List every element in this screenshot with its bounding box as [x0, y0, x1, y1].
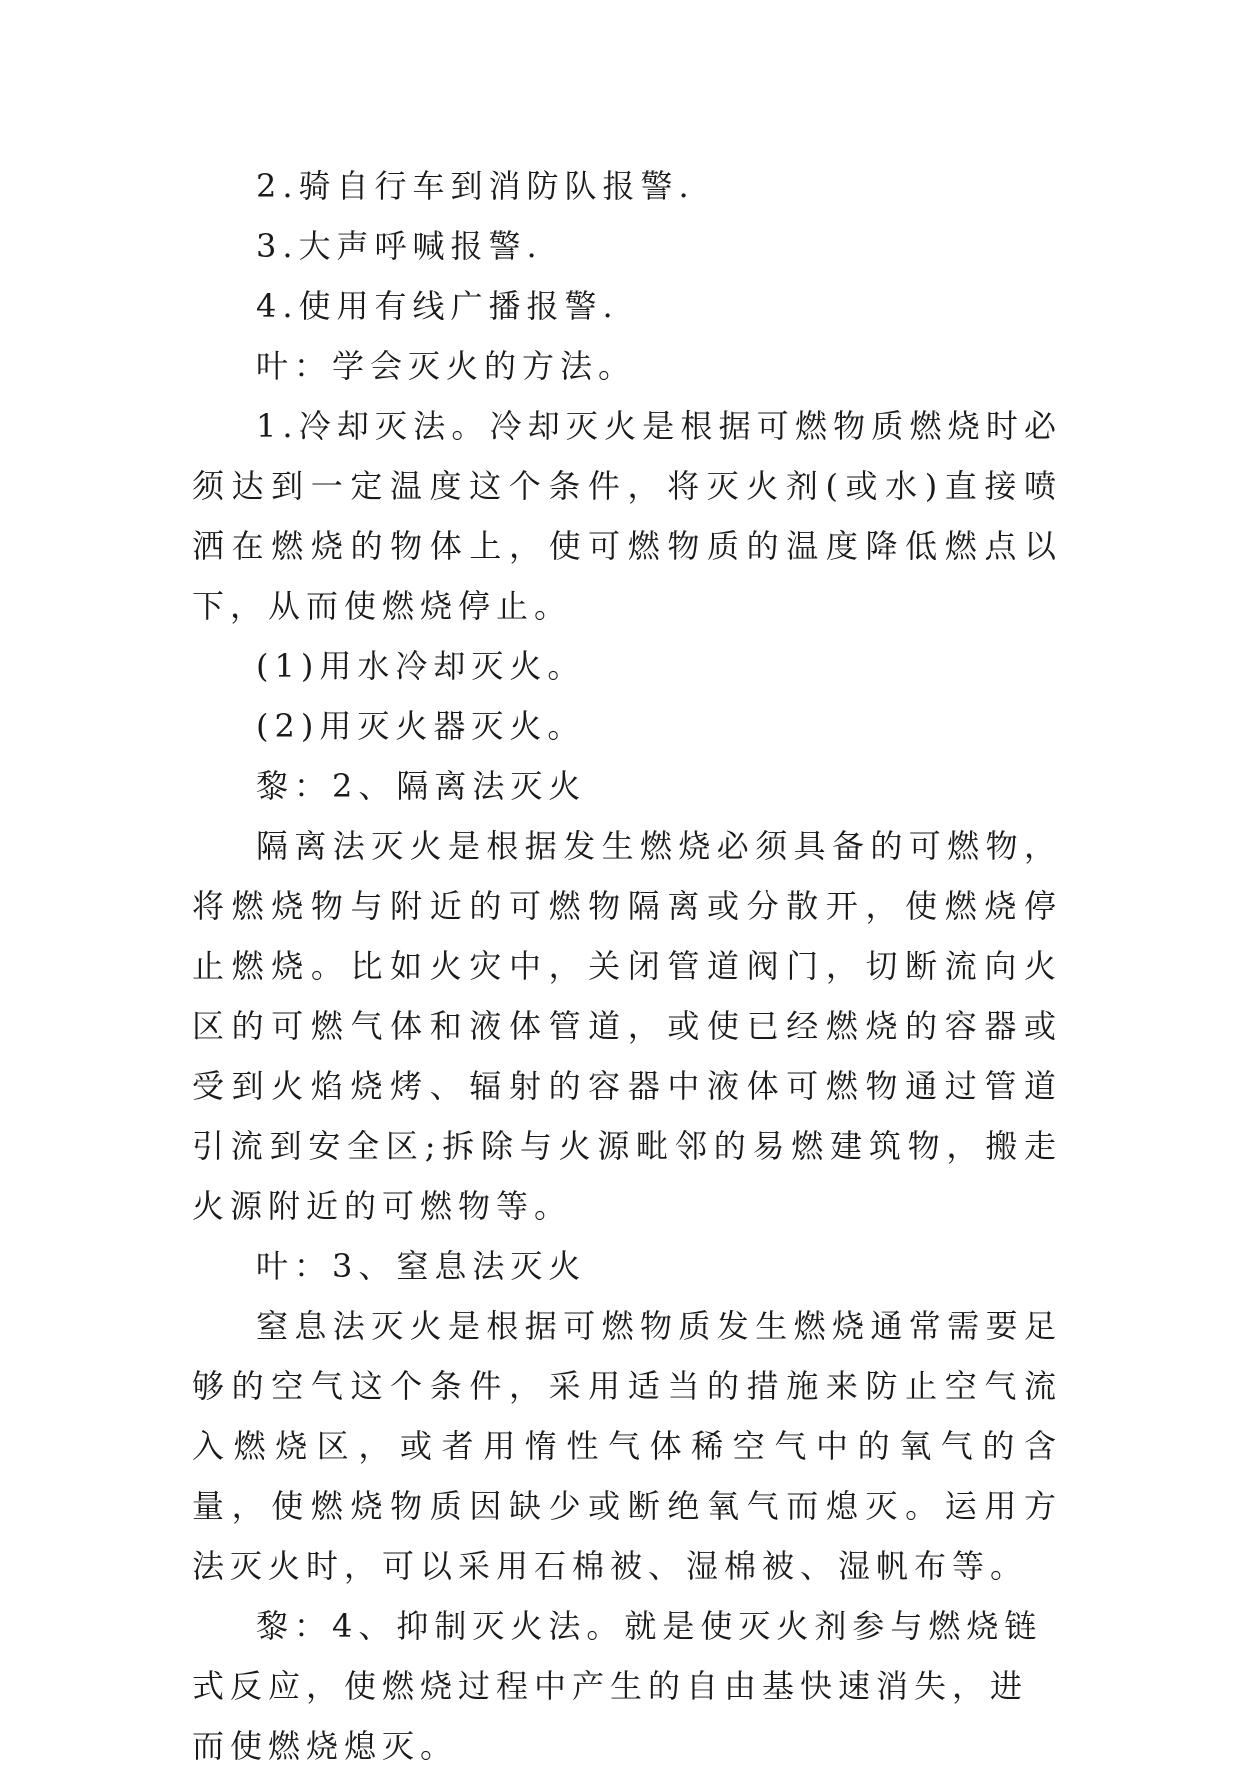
section-heading-methods: 叶：学会灭火的方法。 — [256, 347, 637, 385]
list-item-extinguisher: (2)用灭火器灭火。 — [256, 707, 586, 745]
list-item-bicycle-report: 2.骑自行车到消防队报警. — [256, 167, 695, 205]
paragraph-cooling-method: 1.冷却灭法。冷却灭火是根据可燃物质燃烧时必须达到一定温度这个条件，将灭火剂(或水)直接喷洒在燃烧的物体上，使可燃物质的温度降低燃点以下，从而使燃烧停止。 — [192, 407, 1062, 625]
body-text — [192, 156, 1062, 1776]
list-item-shout-report: 3.大声呼喊报警. — [256, 227, 543, 265]
list-item-water-cooling: (1)用水冷却灭火。 — [256, 647, 586, 685]
paragraph-inhibition-method: 黎：4、抑制灭火法。就是使灭火剂参与燃烧链式反应，使燃烧过程中产生的自由基快速消失，进而使燃烧熄灭。 — [192, 1607, 1043, 1765]
section-heading-isolation: 黎：2、隔离法灭火 — [256, 767, 587, 805]
paragraph-suffocation-method: 窒息法灭火是根据可燃物质发生燃烧通常需要足够的空气这个条件，采用适当的措施来防止空气流入燃烧区，或者用惰性气体稀空气中的氧气的含量，使燃烧物质因缺少或断绝氧气而熄灭。运用方法灭火时，可以采用石棉被、湿棉被、湿帆布等。 — [192, 1307, 1062, 1585]
list-item-broadcast-report: 4.使用有线广播报警. — [256, 287, 619, 325]
paragraph-isolation-method: 隔离法灭火是根据发生燃烧必须具备的可燃物，将燃烧物与附近的可燃物隔离或分散开，使燃烧停止燃烧。比如火灾中，关闭管道阀门，切断流向火区的可燃气体和液体管道，或使已经燃烧的容器或受到火焰烧烤、辐射的容器中液体可燃物通过管道引流到安全区;拆除与火源毗邻的易燃建筑物，搬走火源附近的可燃物等。 — [192, 827, 1062, 1225]
section-heading-suffocation: 叶：3、窒息法灭火 — [256, 1247, 587, 1285]
